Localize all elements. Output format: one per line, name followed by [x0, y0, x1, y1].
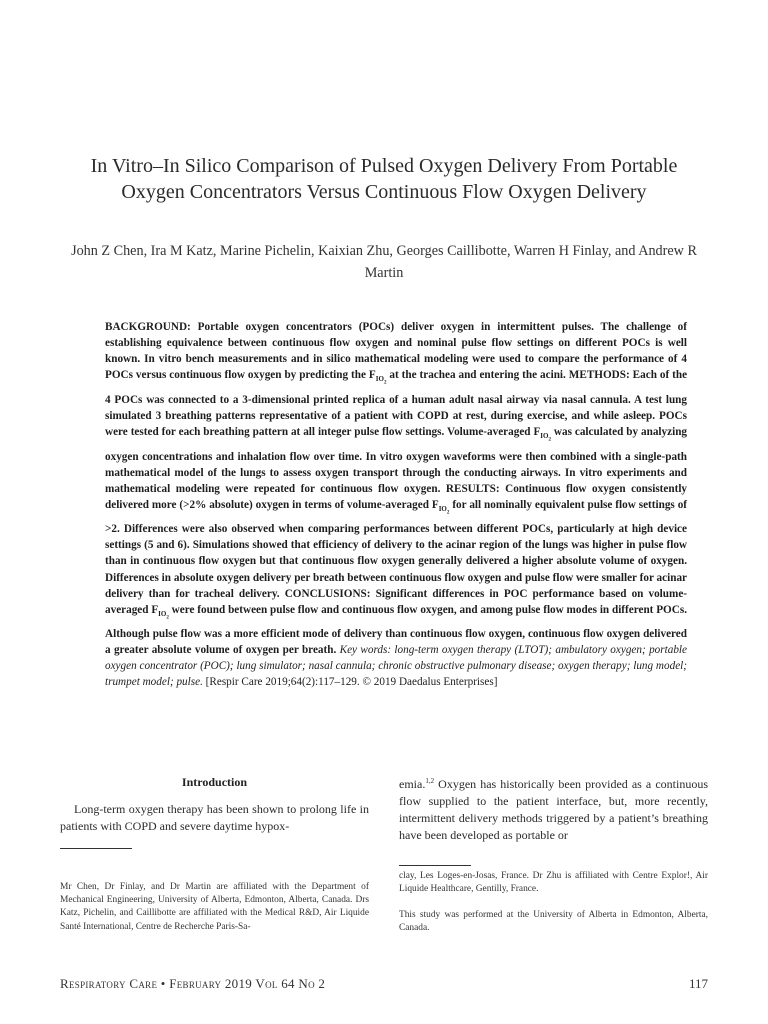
section-heading-introduction: Introduction — [181, 775, 248, 789]
affiliation-footnote-right: clay, Les Loges-en-Josas, France. Dr Zhu is affiliated with Centre Explor!, Air Liquide Healthcare, Gentilly, France. — [399, 871, 708, 895]
footnote-rule — [399, 865, 471, 866]
article-title: In Vitro–In Silico Comparison of Pulsed Oxygen Delivery From Portable Oxygen Concentrators Versus Continuous Flow Oxygen Delivery — [90, 155, 678, 203]
results-text: Continuous flow oxygen consistently delivered more (>2% absolute) oxygen in terms of volume-averaged — [105, 482, 688, 511]
fio2-symbol: $F_{IO_2}$ — [151, 603, 169, 621]
background-text-2: at the trachea and entering the acini. — [389, 369, 566, 382]
intro-paragraph-right: emia.$^{1,2}$ Oxygen has historically been provided as a continuous flow supplied to the patient interface, but, more recently, intermittent delivery methods triggered by a patient’s breathing have been developed as portable or — [399, 777, 708, 842]
citation: [Respir Care 2019;64(2):117–129. © 2019 Daedalus Enterprises] — [205, 676, 498, 689]
abstract — [105, 319, 687, 690]
methods-text: Each of the 4 POCs was connected to a 3-dimensional printed replica of a human adult nasal airway via nasal cannula. A test lung simulated 3 breathing patterns representative of a patient with COPD at rest, during exercise, and while asleep. POCs were tested for each breathing pattern at all integer pulse flow settings. Volume-averaged — [105, 369, 688, 438]
fio2-symbol: $F_{IO_2}$ — [368, 369, 387, 386]
background-label: BACKGROUND: — [105, 321, 191, 333]
affiliation-footnote-left: Mr Chen, Dr Finlay, and Dr Martin are affiliated with the Department of Mechanical Engineering, University of Alberta, Edmonton, Alberta, Canada. Drs Katz, Pichelin, and Caillibotte are affiliated with the Medical R&D, Air Liquide Santé International, Centre de Recherche Paris-Sa- — [60, 882, 369, 932]
conclusions-text: Significant differences in POC performance based on volume-averaged — [105, 587, 688, 616]
results-text-2: for all nominally equivalent pulse flow settings of >2. Differences were also observed when comparing performances between different POCs, particularly at high device settings (5 and 6). Simulations showed that efficiency of delivery to the acinar region of the lungs was higher in pulse flow than in continuous flow oxygen but that continuous flow oxygen generally delivered a higher absolute volume of oxygen. Differences in absolute oxygen delivery per breath between continuous flow oxygen and pulse flow were smaller for acinar delivery than for tracheal delivery. — [105, 498, 688, 600]
fio2-symbol: $F_{IO_2}$ — [431, 498, 450, 516]
running-footer-journal: Respiratory Care • February 2019 Vol 64 No 2 — [60, 976, 326, 991]
author-list: John Z Chen, Ira M Katz, Marine Pichelin, Kaixian Zhu, Georges Caillibotte, Warren H Finlay, and Andrew R Martin — [71, 243, 697, 281]
conclusions-text-2: were found between pulse flow and continuous flow oxygen, and among pulse flow modes in different POCs. Although pulse flow was a more efficient mode of delivery than continuous flow oxygen, continuous flow oxygen delivered a greater absolute volume of oxygen per breath. — [105, 603, 687, 657]
results-label: RESULTS: — [445, 482, 500, 495]
intro-paragraph-left: Long-term oxygen therapy has been shown to prolong life in patients with COPD and severe daytime hypox- — [60, 802, 369, 833]
fio2-symbol: $F_{IO_2}$ — [533, 425, 551, 443]
footnote-rule — [60, 848, 132, 849]
background-text: Portable oxygen concentrators (POCs) deliver oxygen in intermittent pulses. The challenge of establishing equivalence between continuous flow oxygen and nominal pulse flow settings on different POCs is well known. In vitro bench measurements and in silico mathematical modeling were used to compare the performance of 4 POCs versus continuous flow oxygen by predicting the — [105, 321, 688, 382]
keywords: Key words: long-term oxygen therapy (LTOT); ambulatory oxygen; portable oxygen concentrator (POC); lung simulator; nasal cannula; chronic obstructive pulmonary disease; oxygen therapy; lung model; trumpet model; pulse. — [105, 644, 687, 689]
methods-text-2: was calculated by analyzing oxygen concentrations and inhalation flow over time. In vitro oxygen waveforms were then combined with a single-path mathematical model of the lungs to assess oxygen transport through the conducting airways. In vitro experiments and mathematical modeling were repeated for continuous flow oxygen. — [105, 425, 688, 495]
study-location-footnote: This study was performed at the University of Alberta in Edmonton, Alberta, Canada. — [399, 910, 708, 934]
methods-label: METHODS: — [568, 369, 630, 382]
conclusions-label: CONCLUSIONS: — [284, 587, 371, 600]
reference-superscript[interactable]: 1,2 — [425, 777, 435, 785]
page-number: 117 — [688, 976, 708, 991]
